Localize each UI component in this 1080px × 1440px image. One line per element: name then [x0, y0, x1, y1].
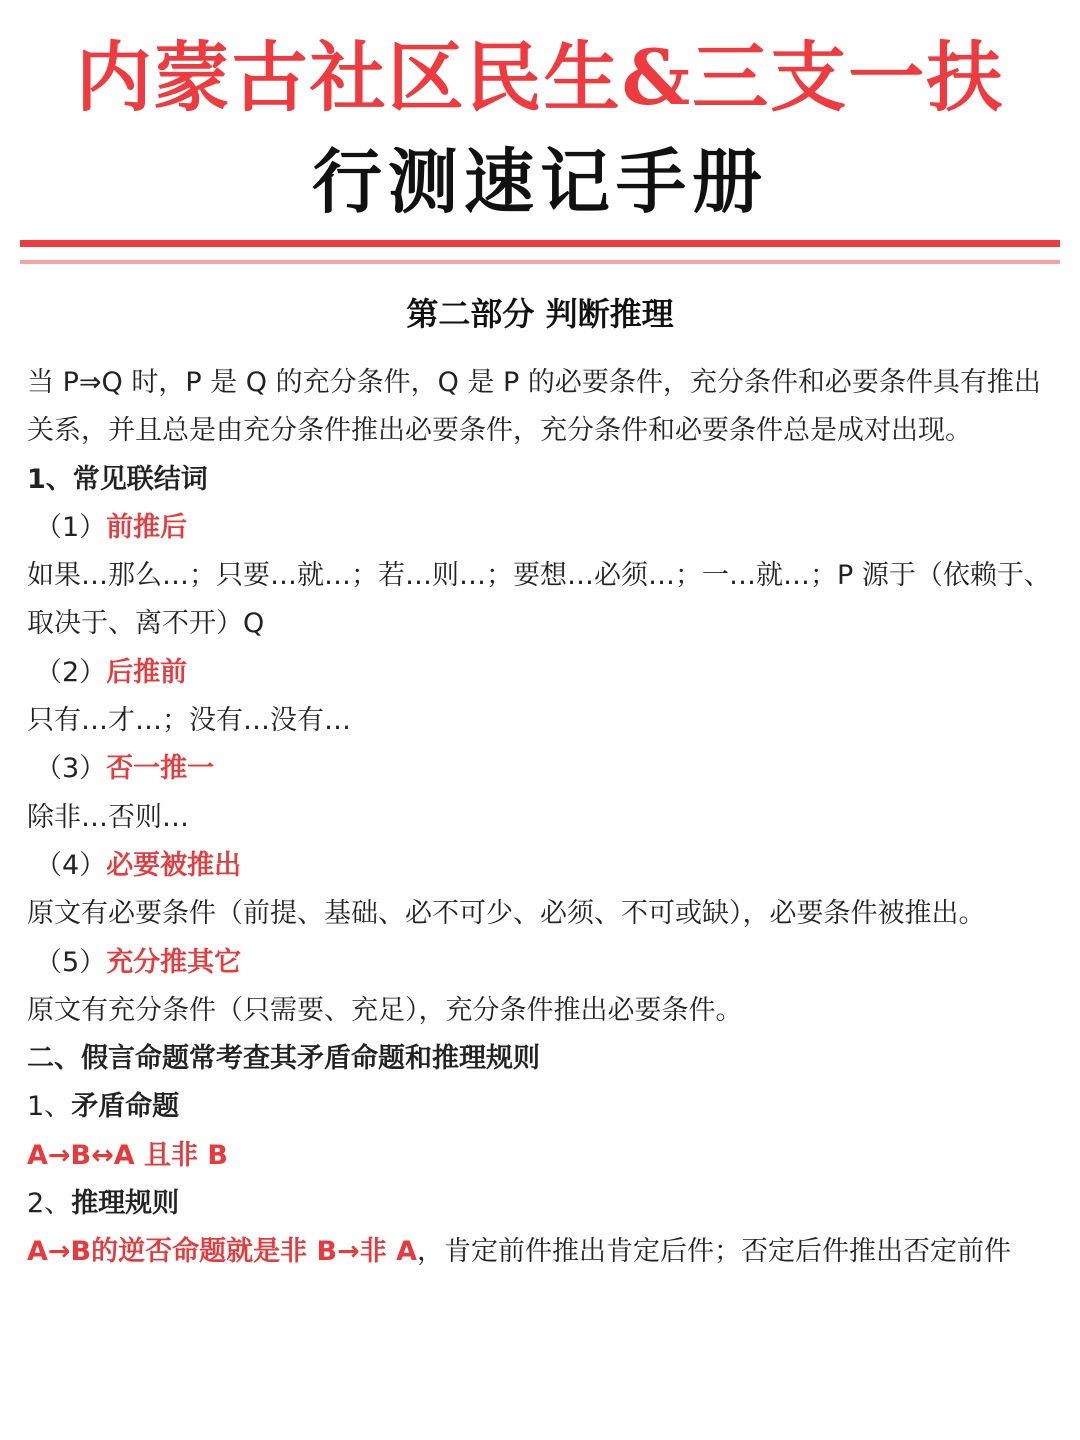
item-text: 如果…那么…；只要…就…；若…则…；要想…必须…；一…就…；P 源于（依赖于、取决于、离不开）Q	[27, 560, 1051, 640]
content-body	[27, 359, 1057, 1277]
item-number: （5）	[35, 946, 107, 978]
sub-title: 行测速记手册	[312, 140, 768, 223]
main-title: 内蒙古社区民生&三支一扶	[75, 33, 1005, 122]
item-heading	[27, 504, 1057, 552]
sub1-label: 矛盾命题	[71, 1091, 180, 1123]
item-text: 原文有必要条件（前提、基础、必不可少、必须、不可或缺），必要条件被推出。	[27, 898, 986, 930]
item-label: 前推后	[106, 511, 188, 543]
part1-heading: 1、常见联结词	[27, 463, 208, 495]
sub2-label: 推理规则	[71, 1188, 180, 1220]
divider-thin	[20, 260, 1060, 264]
sub2-number: 2、	[27, 1188, 72, 1220]
sub2-formula: A→B的逆否命题就是非 B→非 A	[27, 1236, 417, 1268]
item-number: （3）	[35, 753, 107, 785]
item-number: （2）	[35, 656, 107, 688]
section-title: 第二部分 判断推理	[406, 295, 674, 333]
item-heading	[27, 939, 1057, 987]
item-text: 除非…否则…	[27, 801, 189, 833]
sub1-heading	[27, 1083, 1057, 1131]
divider-thick	[20, 240, 1060, 247]
item-label: 否一推一	[106, 753, 215, 785]
item-label: 必要被推出	[106, 849, 242, 881]
sub2-heading	[27, 1180, 1057, 1228]
sub1-formula: A→B↔A 且非 B	[27, 1139, 228, 1171]
item-heading	[27, 842, 1057, 890]
item-number: （4）	[35, 849, 107, 881]
intro-paragraph: 当 P⇒Q 时，P 是 Q 的充分条件，Q 是 P 的必要条件，充分条件和必要条件具有推出关系，并且总是由充分条件推出必要条件，充分条件和必要条件总是成对出现。	[27, 367, 1041, 447]
item-text: 只有…才…；没有…没有…	[27, 705, 351, 737]
sub1-number: 1、	[27, 1091, 72, 1123]
item-text: 原文有充分条件（只需要、充足），充分条件推出必要条件。	[27, 994, 743, 1026]
item-heading	[27, 745, 1057, 793]
part2-heading: 二、假言命题常考查其矛盾命题和推理规则	[27, 1043, 540, 1075]
item-label: 后推前	[106, 656, 188, 688]
sub2-paragraph	[27, 1228, 1057, 1276]
item-heading	[27, 649, 1057, 697]
sub2-text: ，肯定前件推出肯定后件；否定后件推出否定前件	[417, 1236, 1011, 1268]
item-label: 充分推其它	[106, 946, 242, 978]
item-number: （1）	[35, 511, 107, 543]
